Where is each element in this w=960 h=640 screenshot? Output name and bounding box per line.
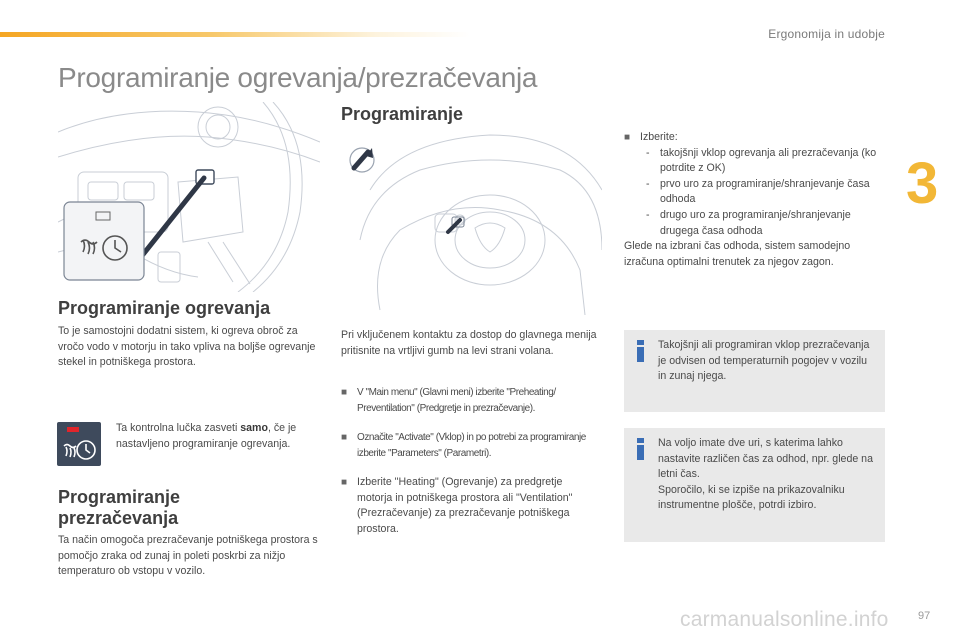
programming-step-2-text: Označite "Activate" (Vklop) in po potrebi za programiranje izberite "Parameters" (Parametri). — [357, 432, 586, 459]
info-box-clocks — [624, 428, 885, 542]
programming-step-1 — [341, 385, 611, 416]
heating-text: To je samostojni dodatni sistem, ki ogreva obroč za vročo vodo v motorju in tako vpliva na boljše ogrevanje stekel in potniškega prostora. — [58, 325, 316, 369]
section-label: Ergonomija in udobje — [768, 27, 885, 41]
info-box-ventilation — [624, 330, 885, 412]
info-box-clocks-line2: Sporočilo, ki se izpiše na prikazovalniku instrumentne plošče, potrdi izbiro. — [658, 483, 845, 512]
heating-warning-lamp — [57, 422, 101, 466]
programming-step-2 — [341, 430, 611, 461]
programming-step-3 — [341, 475, 603, 537]
select-option-2-text: prvo uro za programiranje/shranjevanje časa odhoda — [660, 177, 870, 206]
lamp-note-prefix: Ta kontrolna lučka zasveti — [116, 422, 241, 434]
ventilation-heading — [58, 487, 180, 529]
option-dash: - — [646, 208, 650, 221]
watermark: carmanualsonline.info — [680, 608, 889, 631]
info-icon — [636, 438, 645, 460]
info-box-ventilation-text: Takojšnji ali programiran vklop prezračevanja je odvisen od temperaturnih pogojev v vozilu in zunaj njega. — [658, 339, 870, 383]
header-accent-bar — [0, 32, 470, 37]
select-option-3 — [624, 208, 890, 239]
page-title: Programiranje ogrevanja/prezračevanja — [58, 62, 538, 93]
bullet-icon: ■ — [624, 132, 631, 143]
info-icon — [636, 340, 645, 362]
heating-clock-icon — [57, 422, 101, 466]
lamp-note-bold: samo — [240, 422, 268, 434]
programming-heading: Programiranje — [341, 104, 464, 124]
select-option-1 — [624, 146, 890, 177]
option-dash: - — [646, 177, 650, 190]
chapter-number: 3 — [906, 151, 939, 216]
bullet-icon: ■ — [341, 477, 348, 488]
ventilation-heading-line1: Programiranje — [58, 487, 181, 507]
bullet-icon: ■ — [341, 432, 347, 443]
ventilation-heading-line2: prezračevanja — [58, 508, 179, 528]
steering-wheel-illustration — [340, 130, 602, 315]
heating-heading: Programiranje ogrevanja — [58, 298, 271, 318]
select-label: Izberite: — [640, 131, 678, 143]
option-dash: - — [646, 146, 650, 159]
dashboard-illustration — [58, 102, 320, 292]
info-box-clocks-line1: Na voljo imate dve uri, s katerima lahko nastavite različen čas za odhod, npr. glede na letni čas. — [658, 437, 873, 481]
ventilation-text: Ta način omogoča prezračevanje potniškega prostora s pomočjo zraka od zunaj in poleti poskrbi za nižjo temperaturo ob vstopu v vozilo. — [58, 534, 318, 578]
select-option-2 — [624, 177, 890, 208]
select-option-3-text: drugo uro za programiranje/shranjevanje drugega časa odhoda — [660, 208, 851, 237]
select-summary: Glede na izbrani čas odhoda, sistem samodejno izračuna optimalni trenutek za njegov zagon. — [624, 240, 851, 268]
select-option-1-text: takojšnji vklop ogrevanja ali prezračevanja (ko potrdite z OK) — [660, 146, 877, 175]
lamp-note — [116, 421, 298, 452]
lamp-note-suffix: , če je nastavljeno programiranje ogrevanja. — [116, 422, 297, 450]
programming-step-1-text: V "Main menu" (Glavni meni) izberite "Preheating/ Preventilation" (Predgretje in prezračevanje). — [357, 387, 556, 414]
programming-step-3-text: Izberite "Heating" (Ogrevanje) za predgretje motorja in potniškega prostora ali "Ventilation" (Prezračevanje) za prezračevanje potniškega prostora. — [357, 476, 573, 535]
select-block — [624, 130, 890, 270]
bullet-icon: ■ — [341, 387, 347, 398]
page-number: 97 — [918, 610, 931, 622]
programming-intro: Pri vključenem kontaktu za dostop do glavnega menija pritisnite na vrtljivi gumb na levi strani volana. — [341, 329, 597, 357]
